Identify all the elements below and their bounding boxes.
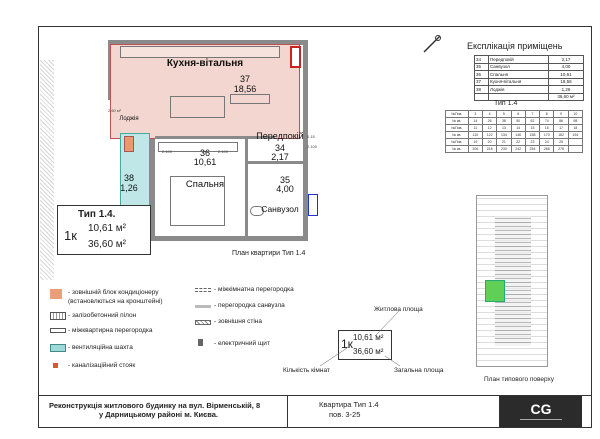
kitchen-counter [120,46,280,58]
tip-cell: 16 [540,125,554,132]
ext-wall-swatch [195,320,211,325]
tip-cell: 22 [511,139,525,146]
legend-room-partition: - міжкімнатна перегородка [214,286,294,293]
explication-row [475,71,584,79]
tip-cell: 74 [540,118,554,125]
logo-underline [520,419,562,420]
living-area: 10,61 м² [88,223,127,234]
tip-cell: 3 [468,111,482,118]
pylon-swatch [50,312,66,320]
living-num: 36 [199,148,210,158]
tip-cell: №Пов. [446,139,469,146]
tip-cell: 62 [525,118,539,125]
legend-ac: - зовнішній блок кондиціонеру [68,289,159,296]
tip-cell: 21 [497,139,511,146]
explication-cell: 35 [475,63,489,71]
tip-cell: №Пов. [446,125,469,132]
tip-cell: № кв. [446,132,469,139]
legend-vent: - вентиляційна шахта [68,344,133,351]
tip-cell: 230 [497,146,511,153]
partition-bedroom-hall [245,136,248,236]
explication-cell: 18,56 [548,78,583,86]
type-title: Тип 1.4. [78,209,116,220]
tip-cell: 9 [554,111,568,118]
explication-row [475,56,584,64]
explication-row [475,93,584,101]
dim-2: 2.100 [218,149,229,154]
tip-cell: 50 [511,118,525,125]
tip-cell: 14 [511,125,525,132]
wc-partition-swatch [195,305,211,308]
legend-panel: - електричний щит [214,340,270,347]
tip-cell: 38 [497,118,511,125]
wall-bottom [150,236,308,241]
tip-cell: 182 [554,132,568,139]
wc-label: Санвузол [261,204,299,214]
fridge-icon [290,46,301,68]
key-living: 10,61 м² [353,333,384,342]
tip-cell: 218 [482,146,496,153]
tip-cell: 23 [525,139,539,146]
legend-wc-partition: - перегородка санвузла [214,302,285,309]
explication-title: Експлікація приміщень [467,41,563,51]
tip-cell: № кв. [446,146,469,153]
dim-1: 2.100 [162,149,173,154]
tip-cell: 194 [568,132,582,139]
tip-cell: 19 [468,139,482,146]
tip-cell: 278 [554,146,568,153]
tip-cell: 17 [554,125,568,132]
explication-row [475,78,584,86]
tip-cell: 4 [482,111,496,118]
tip-cell: 18 [568,125,582,132]
bath-area: 4,00 [276,184,294,194]
project-title-line1: Реконструкція житлового будинку на вул. Вірменській, 8 [49,401,261,410]
total-area-caption: Загальна площа [394,367,444,374]
explication-cell: 4,00 [548,63,583,71]
explication-row [475,63,584,71]
tip-cell: 98 [568,118,582,125]
floor-apartment-table [445,110,583,153]
kitchen-label: Кухня-вітальня [166,58,244,69]
tip-cell [568,139,582,146]
tip-cell: 134 [497,132,511,139]
explication-table [474,55,584,101]
explication-row [475,86,584,94]
hall-area: 2,17 [271,152,289,162]
tip-cell: 86 [554,118,568,125]
tip-row [446,118,583,125]
explication-cell: Санвузол [488,63,548,71]
explication-cell [475,93,489,101]
explication-cell: Передпокій [488,56,548,64]
total-area: 36,60 м² [88,239,127,250]
tip-cell: 11 [468,125,482,132]
tip-cell [568,146,582,153]
dim-4: 0.15 [307,134,315,139]
north-arrow-icon [420,32,444,56]
rooms-count-caption: Кількість кімнат [283,367,330,374]
ac-swatch [50,289,62,299]
tip-cell: 14 [468,118,482,125]
explication-cell: 36 [475,71,489,79]
dim-3: 2.100 [307,144,318,149]
apartment-type-label: Квартира Тип 1.4 [319,400,379,409]
rooms-count: 1к [64,228,77,243]
living-area-caption: Житлова площа [374,306,423,313]
tip-cell: №Пов. [446,111,469,118]
kitchen-num: 37 [239,74,250,84]
tip-cell: 13 [497,125,511,132]
kitchen-area: 18,56 [233,84,257,94]
key-total: 36,60 м² [353,347,384,356]
vent-swatch [50,344,66,352]
tip-cell: 24 [540,139,554,146]
tip-cell: 7 [525,111,539,118]
tip-cell: 26 [482,118,496,125]
highlighted-apartment [485,280,505,302]
legend-sewer: - каналізаційний стояк [68,362,136,369]
tip-cell: 20 [482,139,496,146]
bath-num: 35 [279,175,290,185]
tip-cell: 122 [482,132,496,139]
living-area: 10,61 [193,157,217,167]
tip-cell: 10 [568,111,582,118]
tip-cell: 5 [497,111,511,118]
tip-cell: 15 [525,125,539,132]
tip-cell: 170 [540,132,554,139]
explication-cell: Лоджія [488,86,548,94]
panel-swatch [198,339,203,346]
legend-apt-partition: - міжквартирна перегородка [68,327,153,334]
hall-label: Передпокій [256,131,304,141]
tip-cell: 206 [468,146,482,153]
hall-num: 34 [274,143,285,153]
tv-stand [230,94,270,104]
bedroom-label: Спальня [185,179,225,190]
explication-cell: 10,61 [548,71,583,79]
explication-cell: 34 [475,56,489,64]
type-summary-box [57,205,151,255]
tip-table-title: Тип 1.4 [494,100,518,107]
tip-cell: 12 [482,125,496,132]
tip-row [446,146,583,153]
tip-cell: 6 [511,111,525,118]
tip-cell: 25 [554,139,568,146]
tip-row [446,132,583,139]
company-logo [500,396,582,427]
explication-cell: 2,17 [548,56,583,64]
project-title-line2: у Дарницькому районі м. Києва. [99,410,219,419]
sofa [170,96,225,118]
floors-label: пов. 3-25 [329,410,361,419]
logo-text: CG [530,401,552,417]
typical-floor-plan [476,195,548,367]
tip-cell: 242 [511,146,525,153]
explication-cell: 38 [475,86,489,94]
explication-cell: 37 [475,78,489,86]
legend-ac-note: (встановлються на кронштейні) [68,298,163,305]
room-partition-swatch [195,288,211,292]
tip-cell: 110 [468,132,482,139]
legend-ext-wall: - зовнішня стіна [214,318,262,325]
tip-row [446,111,583,118]
plan-caption: План квартири Тип 1.4 [232,250,306,257]
tip-cell: 158 [525,132,539,139]
footer-divider-1 [287,396,288,427]
tip-cell: 146 [511,132,525,139]
explication-cell: Спальня [488,71,548,79]
tip-cell: 254 [525,146,539,153]
sewer-swatch [53,363,58,368]
tip-cell: 8 [540,111,554,118]
ac-unit-icon [124,136,134,152]
left-wall-hatch [40,60,54,280]
explication-cell: Кухня-вітальня [488,78,548,86]
apt-partition-swatch [50,328,66,333]
tip-row [446,125,583,132]
explication-cell: 1,26 [548,86,583,94]
lodge-area: 1,26 [120,183,138,193]
floor-plan-caption: План типового поверху [484,376,555,383]
tip-row [446,139,583,146]
lodge-num: 38 [123,173,134,183]
explication-cell: 36,60 м² [548,93,583,101]
key-rooms: 1к [341,337,353,351]
tip-cell: 266 [540,146,554,153]
dim-lodge: 2.60 м² [108,108,121,113]
legend-pylon: - залізобетонний пілон [68,312,137,319]
lodge-label: Лоджія [119,116,139,122]
tip-cell: № кв. [446,118,469,125]
